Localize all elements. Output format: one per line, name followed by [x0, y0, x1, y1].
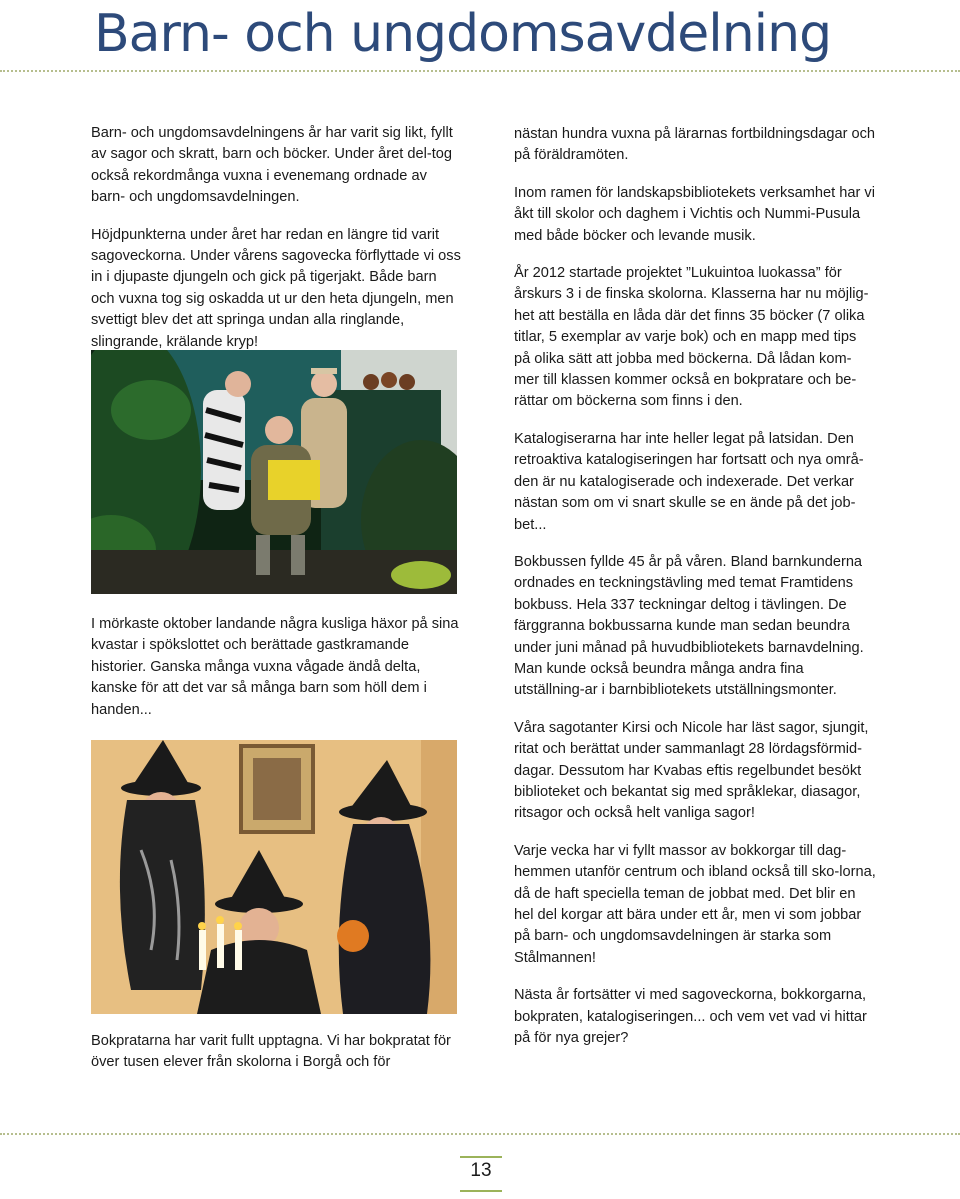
- page-number-rule-top: [460, 1156, 502, 1158]
- header-divider: [0, 70, 960, 72]
- right-column: [514, 124, 876, 1065]
- paragraph: Bokbussen fyllde 45 år på våren. Bland barnkunderna ordnades en teckningstävling med temat Framtidens bokbuss. Hela 337 teckningar deltog i tävlingen. De färggranna bokbussarna kunde man sedan beundra under juni månad på huvudbibliotekets barnavdelning. Man kunde också beundra många andra fina utställning-ar i barnbibliotekets utställningsmonter.: [514, 553, 864, 699]
- left-column-middle: [91, 614, 461, 737]
- left-column-bottom: [91, 1031, 461, 1090]
- paragraph: År 2012 startade projektet ”Lukuintoa luokassa” för årskurs 3 i de finska skolorna. Klasserna har nu möjlig-het att beställa en låda där det finns 35 böcker (7 olika titlar, 5 exemplar av varje bok) och en mapp med tips på olika sätt att jobba med böckerna. Då lådan kom-mer till klassen kommer också en bokpratare och be-rättar om böckerna som finns i den.: [514, 265, 869, 410]
- paragraph: Våra sagotanter Kirsi och Nicole har läst sagor, sjungit, ritat och berättat under sammanlagt 28 lördagsförmid-dagar. Dessutom har Kvabas eftis regelbundet besökt biblioteket och bekantat sig med språklekar, diasagor, ritsagor och också helt vanliga sagor!: [514, 719, 869, 822]
- paragraph: Varje vecka har vi fyllt massor av bokkorgar till dag-hemmen utanför centrum och ibland också till sko-lorna, då de haft speciella teman de jobbat med. Det blir en hel del korgar att bära under ett år, men vi som jobbar på barn- och ungdomsavdelningen är starka som Stålmannen!: [514, 842, 876, 966]
- page-number: 13: [470, 1160, 492, 1181]
- paragraph: Nästa år fortsätter vi med sagoveckorna, bokkorgarna, bokpraten, katalogiseringen... och vem vet vad vi hittar på för nya grejer?: [514, 987, 867, 1047]
- paragraph: Bokpratarna har varit fullt upptagna. Vi har bokpratat för över tusen elever från skolorna i Borgå och för: [91, 1033, 451, 1071]
- paragraph: Barn- och ungdomsavdelningens år har varit sig likt, fyllt av sagor och skratt, barn och böcker. Under året del-tog också rekordmånga vuxna i evenemang ordnade av barn- och ungdomsavdelningen.: [91, 125, 453, 206]
- paragraph: I mörkaste oktober landande några kusliga häxor på sina kvastar i spökslottet och berättade gastkramande historier. Ganska många vuxna vågade ändå delta, kanske för att det var så många barn som höll dem i handen...: [91, 616, 459, 718]
- jungle-photo: [91, 350, 457, 594]
- paragraph: Katalogiserarna har inte heller legat på latsidan. Den retroaktiva katalogiseringen har fortsatt och nya områ-den är nu katalogiserade och indexerade. Det verkar nästan som om vi snart skulle se en ände på det job-bet...: [514, 430, 864, 533]
- left-column-top: [91, 123, 461, 369]
- page-number-rule-bottom: [460, 1190, 502, 1192]
- paragraph: nästan hundra vuxna på lärarnas fortbildningsdagar och på föräldramöten.: [514, 126, 876, 164]
- witches-photo: [91, 740, 457, 1014]
- paragraph: Höjdpunkterna under året har redan en längre tid varit sagoveckorna. Under vårens sagovecka förflyttade vi oss in i djupaste djungeln och gick på tigerjakt. Både barn och vuxna tog sig oskadda ut ur den heta djungeln, men svettigt blev det att springa undan alla ringlande, slingrande, krälande kryp!: [91, 226, 461, 350]
- footer-divider: [0, 1133, 960, 1135]
- page-title: Barn- och ungdomsavdelning: [94, 4, 832, 64]
- paragraph: Inom ramen för landskapsbibliotekets verksamhet har vi åkt till skolor och daghem i Vichtis och Nummi-Pusula med både böcker och levande musik.: [514, 184, 875, 244]
